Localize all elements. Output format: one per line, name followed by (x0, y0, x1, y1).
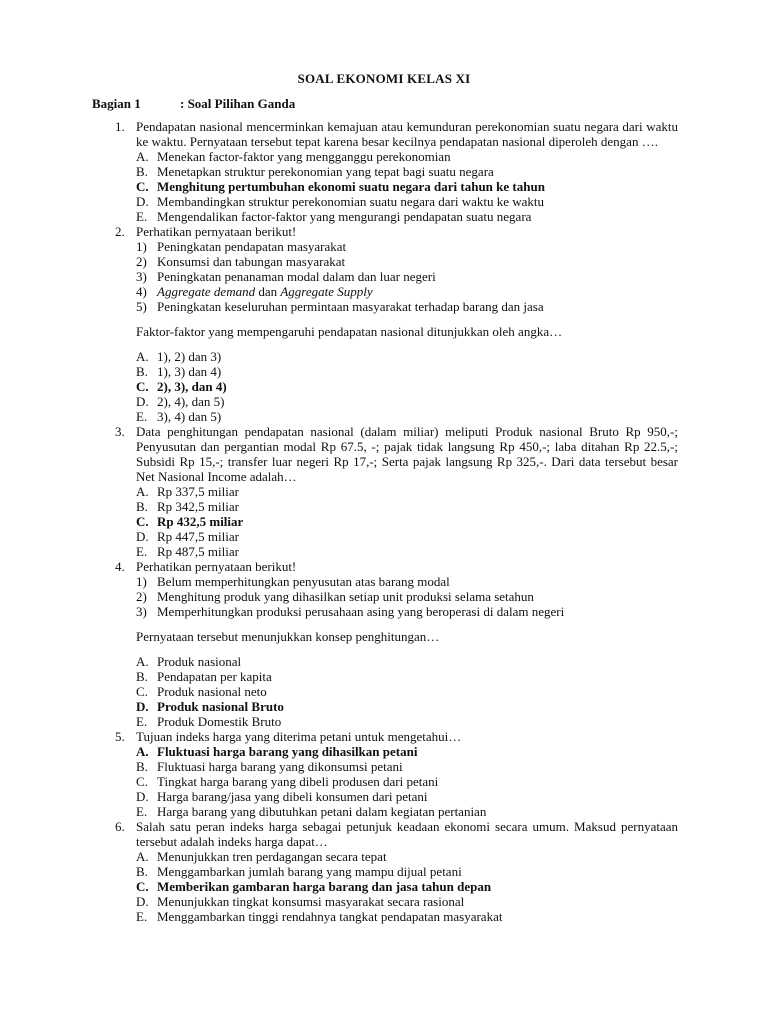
statement-item (136, 604, 678, 619)
section-subtitle: : Soal Pilihan Ganda (180, 96, 296, 111)
option-text: Produk nasional Bruto (157, 699, 284, 714)
answer-option (136, 909, 678, 924)
option-letter: C. (136, 514, 149, 529)
answer-option (136, 179, 678, 194)
question-text: Perhatikan pernyataan berikut! (136, 559, 297, 574)
answer-option (136, 364, 678, 379)
statement-text: Belum memperhitungkan penyusutan atas barang modal (157, 574, 450, 589)
question-text: Data penghitungan pendapatan nasional (dalam miliar) meliputi Produk nasional Bruto Rp 950,-; Penyusutan dan pergantian modal Rp 67.5, -; pajak tidak langsung Rp 450,-; laba ditahan Rp 22.5,-; Subsidi Rp 15,-; transfer luar negeri Rp 17,-; Serta pajak langsung Rp 325,-. Dari data tersebut besar Net Nasional Income adalah… (136, 424, 678, 484)
statement-item (136, 239, 678, 254)
answer-option (136, 894, 678, 909)
option-letter: A. (136, 849, 149, 864)
answer-option (136, 774, 678, 789)
statement-number: 1) (136, 574, 147, 589)
answer-option (136, 744, 678, 759)
statement-item (136, 254, 678, 269)
option-letter: A. (136, 654, 149, 669)
question-2 (115, 224, 678, 424)
option-text: Rp 337,5 miliar (157, 484, 239, 499)
statement-number: 1) (136, 239, 147, 254)
option-letter: E. (136, 544, 148, 559)
option-text: Harga barang yang dibutuhkan petani dalam kegiatan pertanian (157, 804, 487, 819)
option-text: Membandingkan struktur perekonomian suatu negara dari waktu ke waktu (157, 194, 544, 209)
option-text: 2), 3), dan 4) (157, 379, 227, 394)
option-letter: B. (136, 164, 148, 179)
statement-item (136, 589, 678, 604)
option-letter: E. (136, 209, 148, 224)
question-1 (115, 119, 678, 224)
answer-option (136, 499, 678, 514)
answer-option (136, 684, 678, 699)
option-text: Menunjukkan tingkat konsumsi masyarakat secara rasional (157, 894, 465, 909)
answer-option (136, 864, 678, 879)
question-number: 4. (115, 559, 125, 574)
answer-option (136, 879, 678, 894)
option-letter: C. (136, 379, 149, 394)
question-3 (115, 424, 678, 559)
option-text: Menggambarkan tinggi rendahnya tangkat pendapatan masyarakat (157, 909, 503, 924)
statement-text: Peningkatan keseluruhan permintaan masyarakat terhadap barang dan jasa (157, 299, 544, 314)
option-letter: A. (136, 149, 149, 164)
question-prompt: Faktor-faktor yang mempengaruhi pendapatan nasional ditunjukkan oleh angka… (136, 324, 563, 339)
statement-item (136, 284, 678, 299)
option-letter: B. (136, 364, 148, 379)
question-number: 2. (115, 224, 125, 239)
answer-option (136, 789, 678, 804)
option-letter: D. (136, 194, 149, 209)
option-text: 1), 2) dan 3) (157, 349, 222, 364)
option-letter: B. (136, 499, 148, 514)
answer-option (136, 699, 678, 714)
option-letter: B. (136, 669, 148, 684)
question-number: 3. (115, 424, 125, 439)
answer-option (136, 484, 678, 499)
statement-term: Aggregate Supply (280, 284, 373, 299)
answer-option (136, 209, 678, 224)
option-letter: D. (136, 789, 149, 804)
option-text: Pendapatan per kapita (157, 669, 272, 684)
option-text: 2), 4), dan 5) (157, 394, 225, 409)
document-title: SOAL EKONOMI KELAS XI (297, 71, 471, 86)
option-text: Produk nasional (157, 654, 242, 669)
section-heading (92, 96, 296, 112)
statement-item (136, 269, 678, 284)
option-text: Rp 447,5 miliar (157, 529, 239, 544)
question-6 (115, 819, 678, 924)
answer-option (136, 804, 678, 819)
option-text: Fluktuasi harga barang yang dihasilkan petani (157, 744, 418, 759)
answer-option (136, 394, 678, 409)
statement-text: Memperhitungkan produksi perusahaan asing yang beroperasi di dalam negeri (157, 604, 565, 619)
question-text: Pendapatan nasional mencerminkan kemajuan atau kemunduran perekonomian suatu negara dari waktu ke waktu. Pernyataan tersebut tepat karena besar kecilnya pendapatan nasional diperoleh dengan …. (136, 119, 678, 149)
option-letter: E. (136, 909, 148, 924)
section-label: Bagian 1 (92, 96, 141, 111)
option-text: Rp 487,5 miliar (157, 544, 239, 559)
option-text: Menunjukkan tren perdagangan secara tepat (157, 849, 387, 864)
statement-number: 4) (136, 284, 147, 299)
answer-option (136, 409, 678, 424)
option-letter: C. (136, 684, 148, 699)
option-text: Mengendalikan factor-faktor yang mengurangi pendapatan suatu negara (157, 209, 532, 224)
option-text: Rp 432,5 miliar (157, 514, 244, 529)
option-letter: C. (136, 774, 148, 789)
answer-option (136, 759, 678, 774)
option-text: Memberikan gambaran harga barang dan jasa tahun depan (157, 879, 492, 894)
option-text: Menghitung pertumbuhan ekonomi suatu negara dari tahun ke tahun (157, 179, 545, 194)
answer-option (136, 654, 678, 669)
answer-option (136, 164, 678, 179)
question-text: Perhatikan pernyataan berikut! (136, 224, 297, 239)
option-text: Tingkat harga barang yang dibeli produsen dari petani (157, 774, 439, 789)
option-text: 1), 3) dan 4) (157, 364, 222, 379)
option-text: Harga barang/jasa yang dibeli konsumen dari petani (157, 789, 428, 804)
answer-option (136, 714, 678, 729)
option-letter: E. (136, 714, 148, 729)
statement-number: 3) (136, 269, 147, 284)
statement-item (136, 574, 678, 589)
statement-connector: dan (255, 284, 281, 299)
question-number: 5. (115, 729, 125, 744)
answer-option (136, 544, 678, 559)
option-letter: A. (136, 744, 149, 759)
option-text: Menekan factor-faktor yang mengganggu perekonomian (157, 149, 451, 164)
option-letter: C. (136, 879, 149, 894)
statement-text: Peningkatan pendapatan masyarakat (157, 239, 347, 254)
answer-option (136, 349, 678, 364)
answer-option (136, 379, 678, 394)
statement-text: Menghitung produk yang dihasilkan setiap unit produksi selama setahun (157, 589, 534, 604)
option-text: Produk Domestik Bruto (157, 714, 282, 729)
statement-text (157, 284, 373, 299)
option-text: Rp 342,5 miliar (157, 499, 239, 514)
answer-option (136, 514, 678, 529)
option-letter: A. (136, 349, 149, 364)
question-list (115, 119, 678, 924)
question-prompt: Pernyataan tersebut menunjukkan konsep penghitungan… (136, 629, 440, 644)
question-number: 1. (115, 119, 125, 134)
answer-option (136, 529, 678, 544)
answer-option (136, 194, 678, 209)
answer-option (136, 669, 678, 684)
option-letter: B. (136, 759, 148, 774)
question-text: Tujuan indeks harga yang diterima petani untuk mengetahui… (136, 729, 462, 744)
statement-text: Konsumsi dan tabungan masyarakat (157, 254, 346, 269)
question-text: Salah satu peran indeks harga sebagai petunjuk keadaan ekonomi secara umum. Maksud pernyataan tersebut adalah indeks harga dapat… (136, 819, 678, 849)
statement-number: 2) (136, 589, 147, 604)
option-letter: D. (136, 529, 149, 544)
option-letter: E. (136, 804, 148, 819)
option-letter: D. (136, 894, 149, 909)
answer-option (136, 149, 678, 164)
option-letter: E. (136, 409, 148, 424)
statement-number: 3) (136, 604, 147, 619)
option-letter: B. (136, 864, 148, 879)
statement-number: 5) (136, 299, 147, 314)
question-4 (115, 559, 678, 729)
option-text: Menetapkan struktur perekonomian yang tepat bagi suatu negara (157, 164, 494, 179)
option-text: Fluktuasi harga barang yang dikonsumsi petani (157, 759, 403, 774)
question-number: 6. (115, 819, 125, 834)
option-text: Menggambarkan jumlah barang yang mampu dijual petani (157, 864, 462, 879)
option-text: Produk nasional neto (157, 684, 267, 699)
statement-number: 2) (136, 254, 147, 269)
option-letter: D. (136, 699, 149, 714)
statement-item (136, 299, 678, 314)
question-5 (115, 729, 678, 819)
option-text: 3), 4) dan 5) (157, 409, 222, 424)
statement-text: Peningkatan penanaman modal dalam dan luar negeri (157, 269, 436, 284)
option-letter: A. (136, 484, 149, 499)
answer-option (136, 849, 678, 864)
option-letter: D. (136, 394, 149, 409)
option-letter: C. (136, 179, 149, 194)
statement-term: Aggregate demand (157, 284, 256, 299)
